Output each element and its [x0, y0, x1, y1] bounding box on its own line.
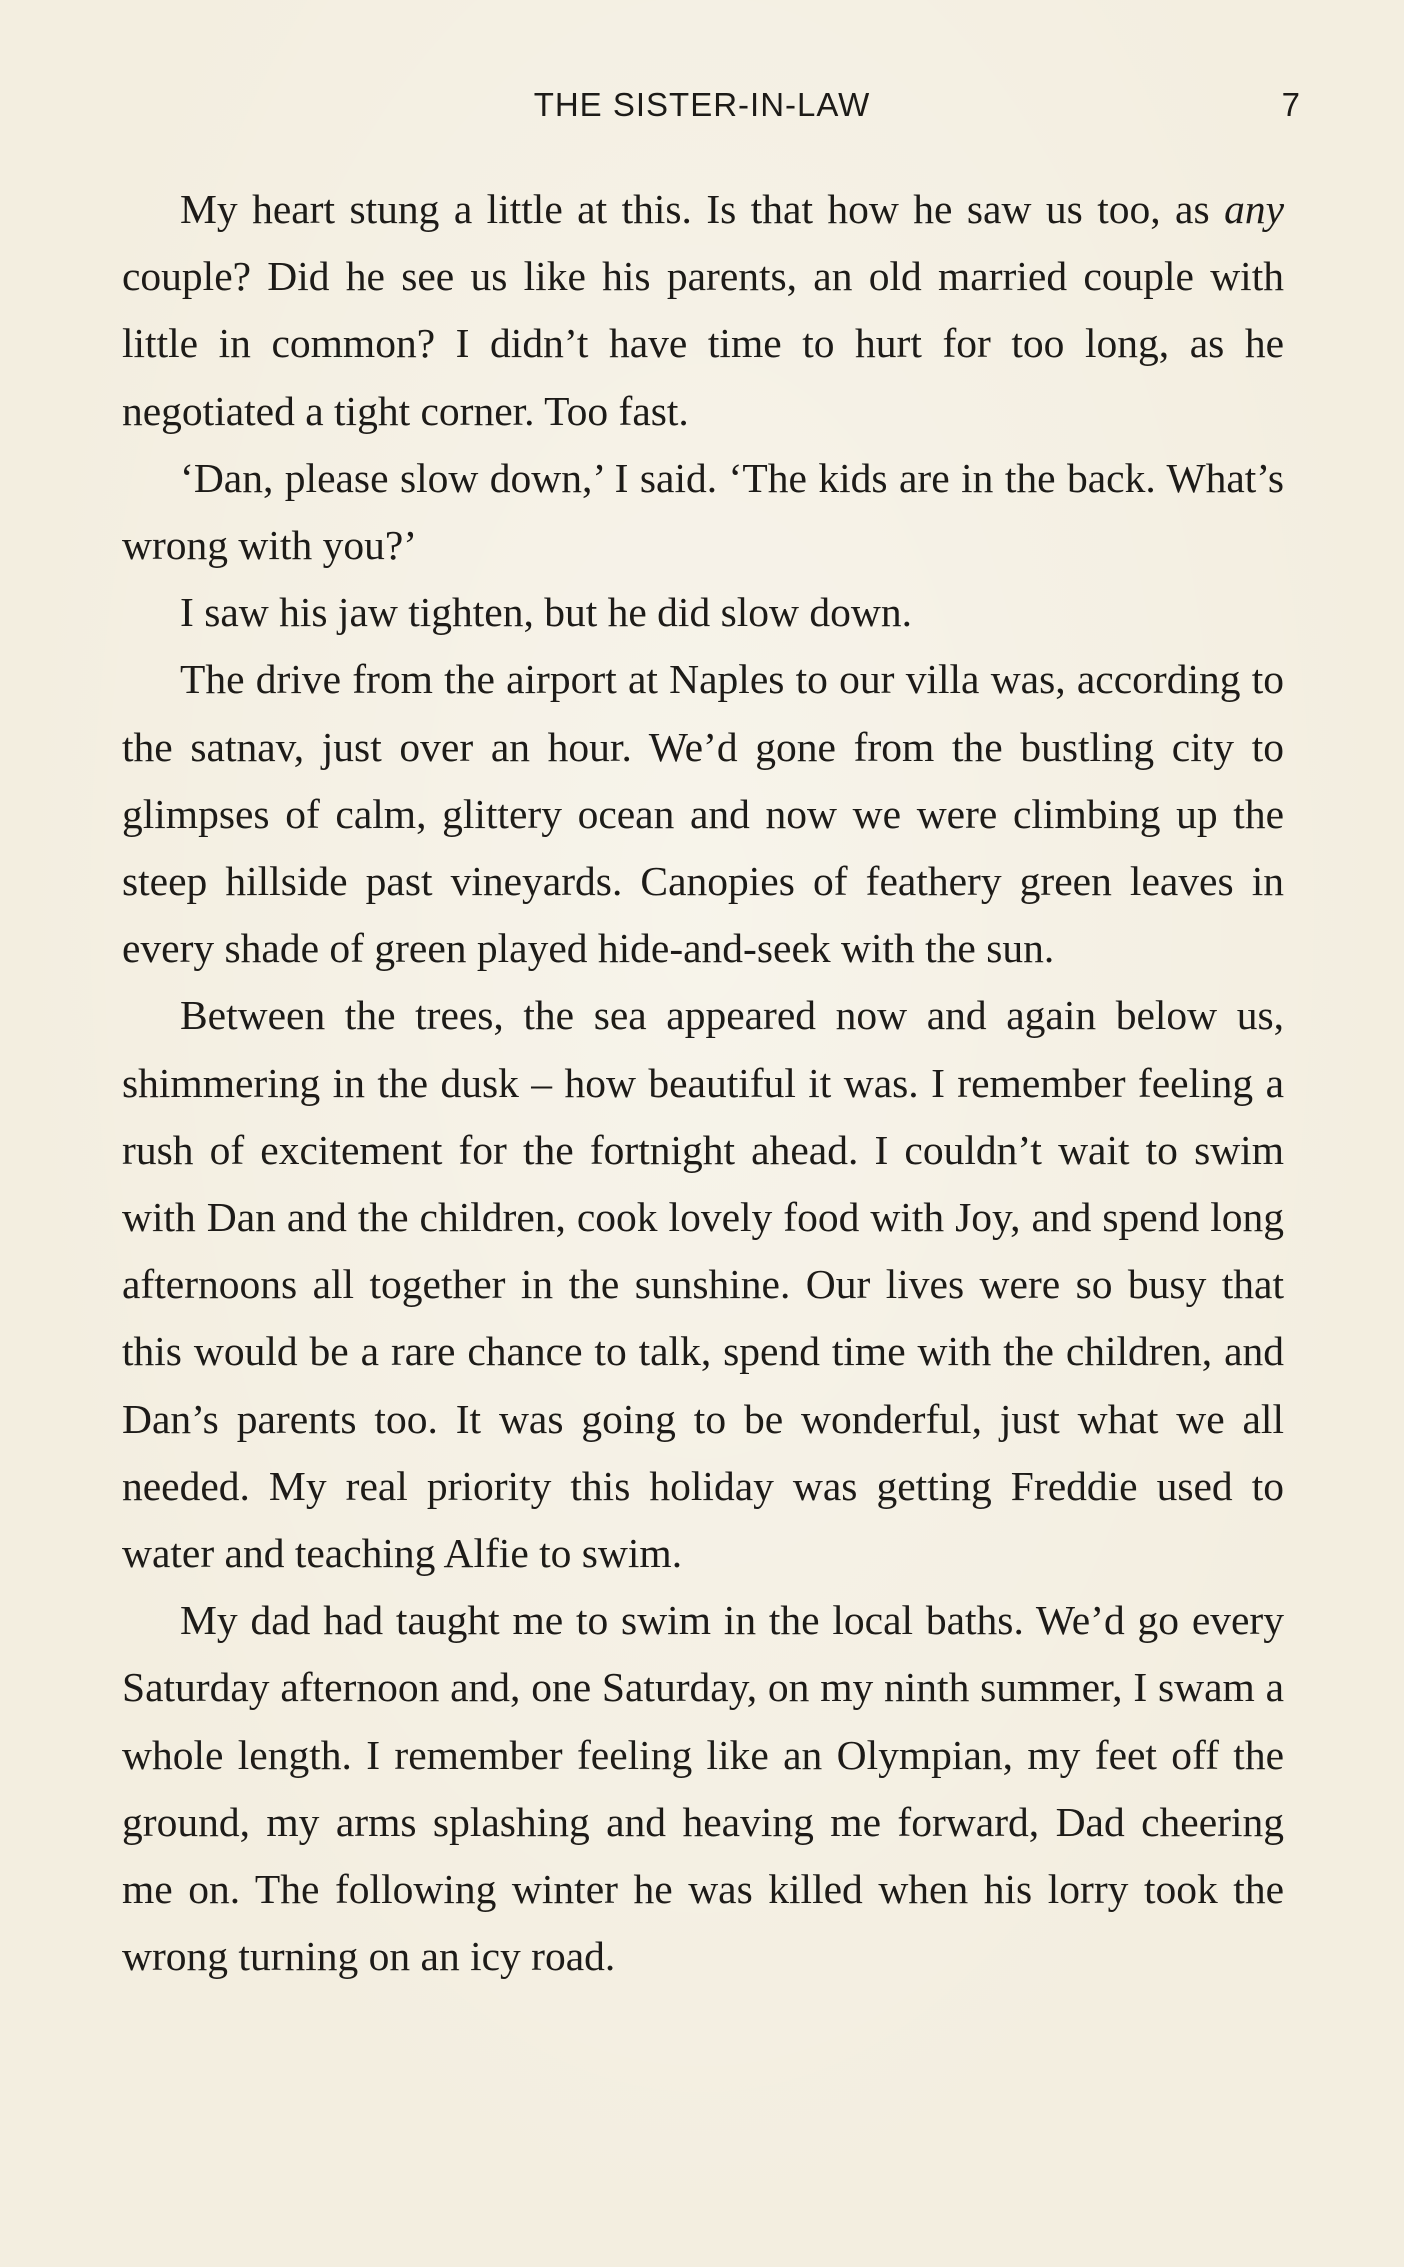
paragraph: My dad had taught me to swim in the local baths. We’d go every Saturday afternoon and, one Saturday, on my ninth summer, I swam a whole length. I remember feeling like an Olympian, my feet off the ground, my arms splashing and heaving me forward, Dad cheering me on. The following winter he was killed when his lorry took the wrong turning on an icy road.	[122, 1597, 1284, 1980]
page-number: 7	[1281, 86, 1300, 123]
book-title: THE SISTER-IN-LAW	[533, 86, 871, 123]
paragraph	[122, 176, 1284, 445]
paragraph: The drive from the airport at Naples to our villa was, according to the satnav, just over an hour. We’d gone from the bustling city to glimpses of calm, glittery ocean and now we were climbing up the steep hillside past vineyards. Canopies of feathery green leaves in every shade of green played hide-and-seek with the sun.	[122, 656, 1284, 972]
body-text	[122, 176, 1284, 1990]
paragraph: ‘Dan, please slow down,’ I said. ‘The kids are in the back. What’s wrong with you?’	[122, 454, 1284, 569]
paragraph: Between the trees, the sea appeared now and again below us, shimmering in the dusk – how beautiful it was. I remember feeling a rush of excitement for the fortnight ahead. I couldn’t wait to swim with Dan and the children, cook lovely food with Joy, and spend long afternoons all together in the sunshine. Our lives were so busy that this would be a rare chance to talk, spend time with the children, and Dan’s parents too. It was going to be wonderful, just what we all needed. My real priority this holiday was getting Freddie used to water and teaching Alfie to swim.	[122, 992, 1284, 1577]
paragraph: I saw his jaw tighten, but he did slow down.	[180, 589, 912, 636]
paragraph-text: couple? Did he see us like his parents, an old married couple with little in common? I didn’t have time to hurt for too long, as he negotiated a tight corner. Too fast.	[122, 253, 1284, 434]
emphasis-text: any	[1224, 186, 1284, 232]
paragraph-text: My heart stung a little at this. Is that how he saw us too, as	[180, 186, 1225, 232]
running-head	[0, 80, 1404, 130]
